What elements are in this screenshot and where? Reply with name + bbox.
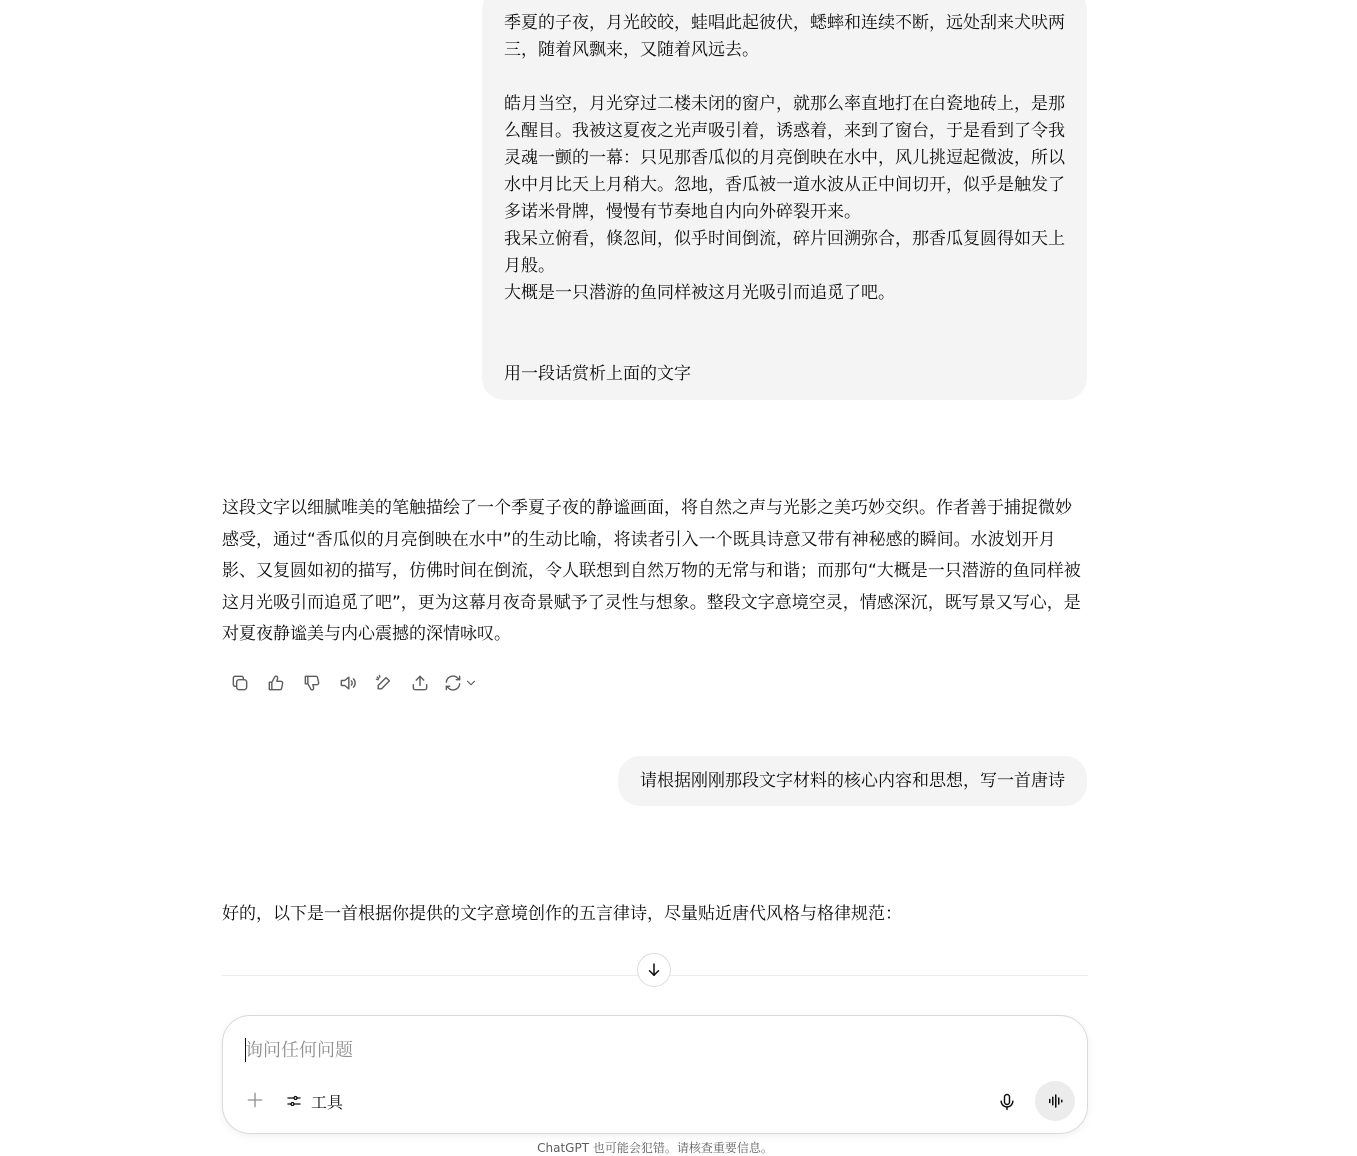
user-message-paragraph: 我呆立俯看，倏忽间，似乎时间倒流，碎片回溯弥合，那香瓜复圆得如天上月般。: [504, 229, 1065, 276]
tools-button[interactable]: [281, 1086, 349, 1116]
plus-icon: [245, 1090, 265, 1110]
scroll-to-bottom-button[interactable]: [637, 953, 671, 987]
user-message-paragraph: 季夏的子夜，月光皎皎，蛙唱此起彼伏，蟋蟀和连续不断，远处刮来犬吠两三，随着风飘来，又随着风远去。: [504, 13, 1065, 60]
user-message-paragraph: 皓月当空，月光穿过二楼未闭的窗户，就那么率直地打在白瓷地砖上，是那么醒目。我被这夏夜之光声吸引着，诱惑着，来到了窗台，于是看到了令我灵魂一颤的一幕：只见那香瓜似的月亮倒映在水中，风儿挑逗起微波，所以水中月比天上月稍大。忽地，香瓜被一道水波从正中间切开，似乎是触发了多诺米骨牌，慢慢有节奏地自内向外碎裂开来。: [504, 94, 1065, 222]
chevron-down-icon: [464, 676, 478, 690]
bad-response-button[interactable]: [294, 669, 330, 697]
copy-icon: [230, 673, 250, 693]
tools-label: 工具: [311, 1092, 344, 1112]
assistant-message: 好的，以下是一首根据你提供的文字意境创作的五言律诗，尽量贴近唐代风格与格律规范：: [222, 904, 902, 924]
user-message-paragraph: 大概是一只潜游的鱼同样被这月光吸引而追觅了吧。: [504, 283, 895, 303]
voice-waveform-icon: [1046, 1092, 1064, 1110]
microphone-icon: [997, 1092, 1017, 1112]
assistant-message: 这段文字以细腻唯美的笔触描绘了一个季夏子夜的静谧画面，将自然之声与光影之美巧妙交织。作者善于捕捉微妙感受，通过“香瓜似的月亮倒映在水中”的生动比喻，将读者引入一个既具诗意又带有神秘感的瞬间。水波划开月影、又复圆如初的描写，仿佛时间在倒流，令人联想到自然万物的无常与和谐；而那句“大概是一只潜游的鱼同样被这月光吸引而追觅了吧”，更为这幕月夜奇景赋予了灵性与想象。整段文字意境空灵，情感深沉，既写景又写心，是对夏夜静谧美与内心震撼的深情咏叹。: [222, 498, 1081, 644]
user-message-bubble: [482, 0, 1087, 400]
edit-canvas-icon: [374, 673, 394, 693]
sliders-icon: [285, 1092, 303, 1110]
regenerate-button[interactable]: [438, 669, 482, 697]
regenerate-icon: [443, 673, 463, 693]
prompt-input[interactable]: [245, 1036, 1045, 1064]
message-action-bar: [222, 669, 482, 697]
text-caret: [245, 1038, 246, 1062]
arrow-down-icon: [645, 961, 663, 979]
dictate-button[interactable]: [993, 1088, 1021, 1116]
user-message-question: 用一段话赏析上面的文字: [504, 364, 691, 384]
add-attachment-button[interactable]: [241, 1086, 269, 1114]
message-composer: [222, 1015, 1088, 1134]
copy-button[interactable]: [222, 669, 258, 697]
thumbs-up-icon: [266, 673, 286, 693]
user-message-bubble: [618, 756, 1087, 806]
share-icon: [410, 673, 430, 693]
good-response-button[interactable]: [258, 669, 294, 697]
read-aloud-button[interactable]: [330, 669, 366, 697]
user-message-text: 请根据刚刚那段文字材料的核心内容和思想，写一首唐诗: [640, 770, 1065, 791]
disclaimer-note: ChatGPT 也可能会犯错。请核查重要信息。: [537, 1141, 773, 1155]
read-aloud-icon: [338, 673, 358, 693]
voice-mode-button[interactable]: [1035, 1081, 1075, 1121]
edit-in-canvas-button[interactable]: [366, 669, 402, 697]
thumbs-down-icon: [302, 673, 322, 693]
share-button[interactable]: [402, 669, 438, 697]
